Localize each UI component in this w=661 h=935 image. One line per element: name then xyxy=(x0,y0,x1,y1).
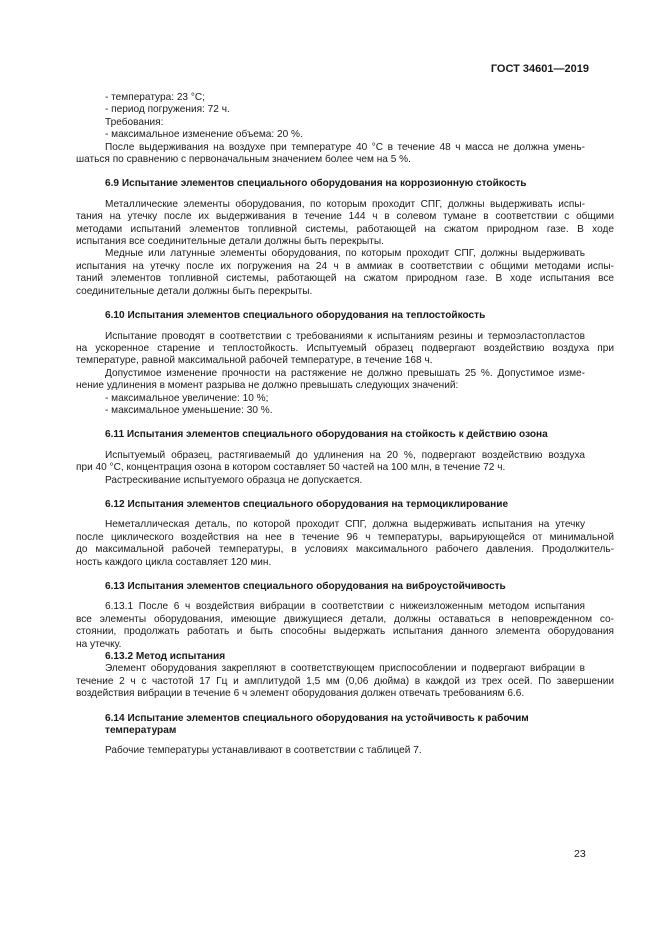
paragraph xyxy=(76,330,614,368)
paragraph xyxy=(105,745,585,757)
heading-line: 6.13 Испытания элементов специального оборудования на виброустойчивость xyxy=(105,581,506,592)
text-line: - максимальное изменение объема: 20 %. xyxy=(105,129,303,141)
paragraph xyxy=(76,601,614,651)
section-heading xyxy=(105,499,585,511)
document-number: ГОСТ 34601—2019 xyxy=(490,63,589,75)
paragraph xyxy=(76,663,614,700)
document-body xyxy=(76,92,614,758)
text-line: Растрескивание испытуемого образца не допускается. xyxy=(105,474,363,486)
page-number: 23 xyxy=(574,848,586,860)
text-line: Медные или латунные элементы оборудования, по которым проходит СПГ, должны выдерживать xyxy=(105,248,585,260)
text-line: до максимальной рабочей температуры, в условиях максимального рабочего давления. Продолжитель- xyxy=(76,544,614,556)
paragraph xyxy=(76,519,614,569)
text-line: на ускоренное старение и теплостойкость. Испытуемый образец подвергают воздействию воздуха при xyxy=(76,342,614,354)
text-line: температуре, равной максимальной рабочей температуре, в течение 168 ч. xyxy=(76,355,433,367)
text-line: нение удлинения в момент разрыва не должно превышать следующих значений: xyxy=(76,380,459,392)
paragraph xyxy=(76,248,614,298)
section-heading xyxy=(105,713,585,738)
section-heading xyxy=(105,429,585,441)
heading-line: 6.14 Испытание элементов специального оборудования на устойчивость к рабочим xyxy=(105,712,529,724)
heading-line: 6.11 Испытания элементов специального оборудования на стойкость к действию озона xyxy=(105,429,548,441)
text-line: После выдерживания на воздухе при температуре 40 °С в течение 48 ч масса не должна умень- xyxy=(105,141,585,153)
text-line: Испытание проводят в соответствии с требованиями к испытаниям резины и термоэластопластов xyxy=(105,330,585,342)
text-line: - максимальное уменьшение: 30 %. xyxy=(105,404,273,416)
text-line: - максимальное увеличение: 10 %; xyxy=(105,392,269,404)
list-item xyxy=(105,405,585,417)
text-line: Требования: xyxy=(105,116,164,128)
text-line: ность каждого цикла составляет 120 мин. xyxy=(76,556,272,568)
heading-line: температурам xyxy=(105,725,177,737)
text-line: методами испытаний элементов топливной системы, работающей на сжатом природном газе. В ходе xyxy=(76,223,614,235)
text-line: Металлические элементы оборудования, по которым проходит СПГ, должны выдерживать испы- xyxy=(105,198,585,210)
text-line: Допустимое изменение прочности на растяжение не должно превышать 25 %. Допустимое изме- xyxy=(105,367,585,379)
heading-line: 6.10 Испытания элементов специального оборудования на теплостойкость xyxy=(105,310,486,322)
text-line: на утечку. xyxy=(76,638,122,650)
paragraph xyxy=(76,449,585,475)
text-line: шаться по сравнению с первоначальным значением более чем на 5 %. xyxy=(76,154,411,166)
text-line: соединительные детали должны быть перекрыты. xyxy=(76,285,313,297)
text-line: Неметаллическая деталь, по которой проходит СПГ, должна выдерживать испытания на утечку xyxy=(105,519,585,531)
heading-line: 6.12 Испытания элементов специального оборудования на термоциклирование xyxy=(105,498,509,510)
text-line: воздействия вибрации в течение 6 ч элемент оборудования должен отвечать требованиям 6.6. xyxy=(76,688,525,700)
paragraph xyxy=(105,475,585,487)
paragraph xyxy=(76,198,614,249)
text-line: испытания все соединительные детали должны быть перекрыты. xyxy=(76,236,384,248)
text-line: Элемент оборудования закрепляют в соответствующем приспособлении и подвергают вибрации в xyxy=(105,663,585,675)
section-heading xyxy=(105,581,585,593)
text-line: - период погружения: 72 ч. xyxy=(105,104,230,116)
section-heading xyxy=(105,310,585,322)
text-line: тания на утечку после их выдерживания в течение 144 ч в солевом тумане в соответствии с общими xyxy=(76,211,614,223)
text-line: все элементы оборудования, имеющие движущиеся детали, должны оставаться в неповрежденном со- xyxy=(76,613,614,625)
list-item xyxy=(105,393,585,405)
heading-line: 6.9 Испытание элементов специального оборудования на коррозионную стойкость xyxy=(105,178,527,190)
subsection-heading: 6.13.2 Метод испытания xyxy=(105,651,226,663)
text-line: испытания на утечку после их погружения на 24 ч в аммиак в соответствии с общими методами испы- xyxy=(76,260,614,272)
text-line: Рабочие температуры устанавливают в соответствии с таблицей 7. xyxy=(105,745,422,757)
list-item xyxy=(105,92,585,104)
text-line: при 40 °С, концентрация озона в котором составляет 50 частей на 100 млн, в течение 72 ч. xyxy=(76,462,506,474)
text-line: 6.13.1 После 6 ч воздействия вибрации в соответствии с нижеизложенным методом испытания xyxy=(105,601,585,613)
text-line: стоянии, продолжать работать и быть способны выдержать испытания данного элемента оборудования xyxy=(76,626,614,638)
list-item xyxy=(105,104,585,116)
list-item xyxy=(105,129,585,141)
paragraph xyxy=(76,141,585,167)
paragraph xyxy=(76,367,585,393)
text-line: Испытуемый образец, растягиваемый до удлинения на 20 %, подвергают воздействию воздуха xyxy=(105,449,585,461)
section-heading xyxy=(105,178,585,190)
text-line: после циклического воздействия на нее в течение 96 ч температуры, варьирующейся от минимальной xyxy=(76,531,614,543)
text-line: - температура: 23 °С; xyxy=(105,92,205,103)
text-line: течение 2 ч с частотой 17 Гц и амплитудой 1,5 мм (0,06 дюйма) в каждой из трех осей. По завершении xyxy=(76,675,614,687)
text-line: таний элементов топливной системы, работающей на сжатом природном газе. В ходе испытания все xyxy=(76,273,614,285)
list-item xyxy=(105,117,585,129)
